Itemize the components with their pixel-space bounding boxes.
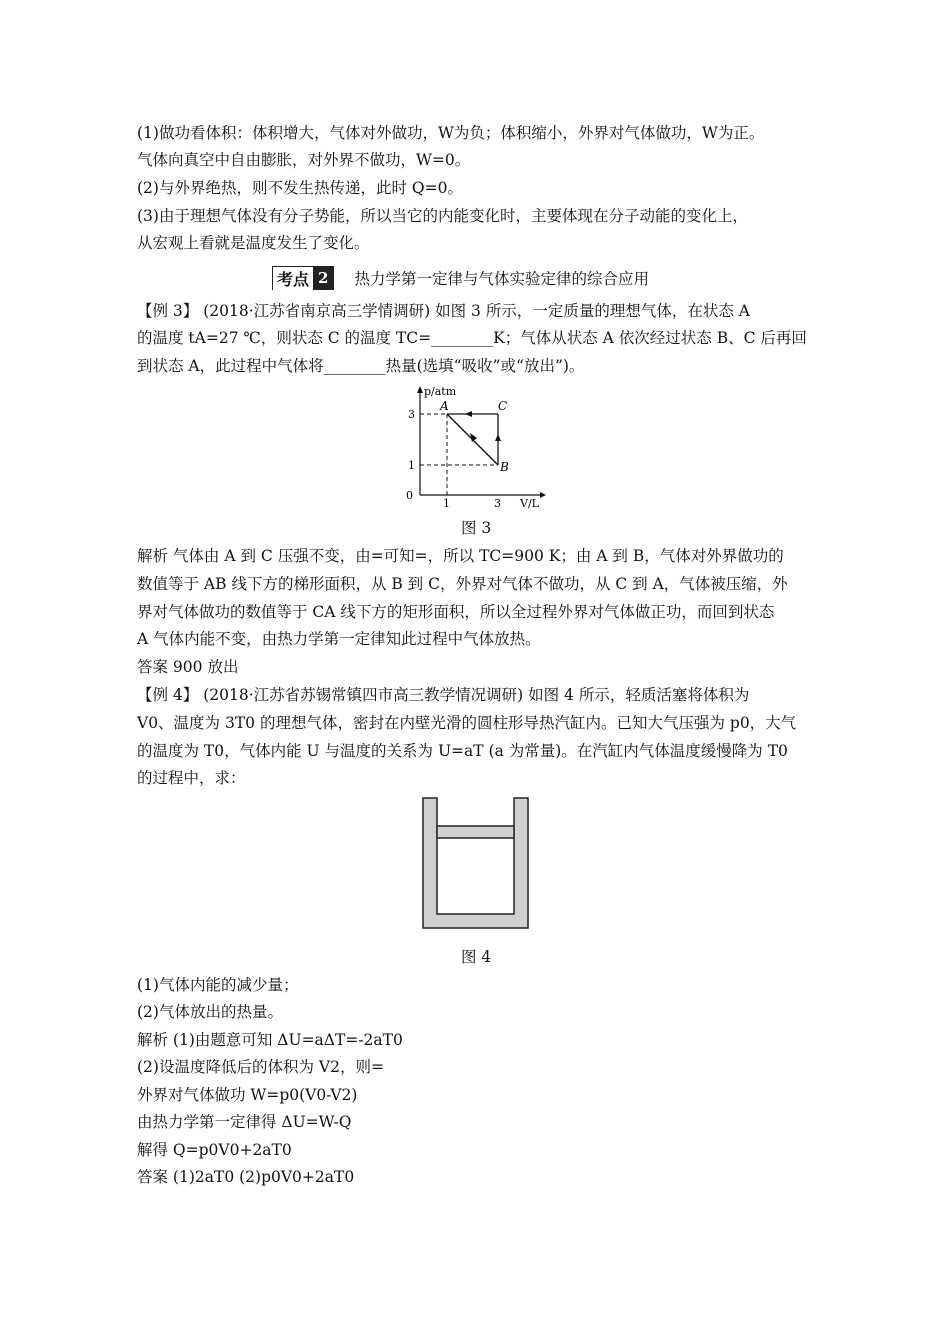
example3-analysis-4: A 气体内能不变，由热力学第一定律知此过程中气体放热。 [137,630,541,648]
figure-3-pv-diagram [380,383,555,511]
cylinder-wall [423,798,528,928]
paragraph-5: 从宏观上看就是温度发生了变化。 [137,234,370,252]
paragraph-1: (1)做功看体积：体积增大，气体对外做功，W为负；体积缩小，外界对气体做功，W为正。 [137,124,765,142]
example3-analysis-3: 界对气体做功的数值等于 CA 线下方的矩形面积，所以全过程外界对气体做正功，而回到状态 [137,603,775,621]
example4-line-3: 的温度为 T0，气体内能 U 与温度的关系为 U=aT (a 为常量)。在汽缸内气体温度缓慢降为 T0 [137,742,788,760]
arrow-b-to-c [495,434,501,441]
origin-label: 0 [406,489,413,502]
x-axis-arrow [540,492,546,498]
example4-question-2: (2)气体放出的热量。 [137,1003,283,1021]
example3-analysis-2: 数值等于 AB 线下方的梯形面积，从 B 到 C，外界对气体不做功，从 C 到 A，气体被压缩，外 [137,575,788,593]
y-axis-arrow [417,386,423,393]
example3-line-3: 到状态 A，此过程中气体将________热量(选填“吸收”或“放出”)。 [137,357,585,375]
example4-solution-3: 外界对气体做功 W=p0(V0-V2) [137,1086,358,1104]
example4-question-1: (1)气体内能的减少量； [137,976,299,994]
point-c-label: C [498,399,508,413]
x-tick-1: 1 [443,497,450,510]
example3-analysis-1: 解析 气体由 A 到 C 压强不变，由=可知=，所以 TC=900 K；由 A 到 B，气体对外界做功的 [137,547,784,565]
section-title: 热力学第一定律与气体实验定律的综合应用 [354,270,649,288]
paragraph-3: (2)与外界绝热，则不发生热传递，此时 Q=0。 [137,179,463,197]
point-a-label: A [440,399,449,413]
example4-line-1: 【例 4】 (2018·江苏省苏锡常镇四市高三教学情况调研) 如图 4 所示，轻质活塞将体积为 [137,686,750,704]
example3-answer: 答案 900 放出 [137,658,239,676]
section-badge-text: 考点 [273,267,313,290]
example4-line-4: 的过程中，求： [137,769,246,787]
section-header [272,266,649,290]
example3-line-1: 【例 3】 (2018·江苏省南京高三学情调研) 如图 3 所示，一定质量的理想气体，在状态 A [137,302,750,320]
figure-4-cylinder [420,796,532,932]
figure-3-caption: 图 3 [461,519,492,537]
point-b-label: B [500,460,509,474]
x-tick-3: 3 [494,497,501,510]
y-tick-3: 3 [408,408,415,421]
paragraph-2: 气体向真空中自由膨胀，对外界不做功，W=0。 [137,151,471,169]
arrow-a-to-b [470,433,477,442]
x-axis-label: V/L [520,497,539,510]
example4-answer: 答案 (1)2aT0 (2)p0V0+2aT0 [137,1168,355,1186]
example4-solution-4: 由热力学第一定律得 ΔU=W-Q [137,1113,352,1131]
section-badge-number: 2 [313,267,333,289]
piston [437,826,514,838]
arrow-c-to-a [465,411,472,417]
example4-solution-2: (2)设温度降低后的体积为 V2，则= [137,1058,384,1076]
y-tick-1: 1 [408,459,415,472]
example3-line-2: 的温度 tA=27 ℃，则状态 C 的温度 TC=________K；气体从状态 A 依次经过状态 B、C 后再回 [137,329,807,347]
section-badge [272,266,334,290]
figure-4-caption: 图 4 [461,948,492,966]
example4-solution-5: 解得 Q=p0V0+2aT0 [137,1141,292,1159]
example4-solution-1: 解析 (1)由题意可知 ΔU=aΔT=-2aT0 [137,1031,403,1049]
y-axis-label: p/atm [424,385,457,398]
example4-line-2: V0、温度为 3T0 的理想气体，密封在内壁光滑的圆柱形导热汽缸内。已知大气压强为 p0，大气 [137,714,797,732]
paragraph-4: (3)由于理想气体没有分子势能，所以当它的内能变化时，主要体现在分子动能的变化上， [137,207,748,225]
